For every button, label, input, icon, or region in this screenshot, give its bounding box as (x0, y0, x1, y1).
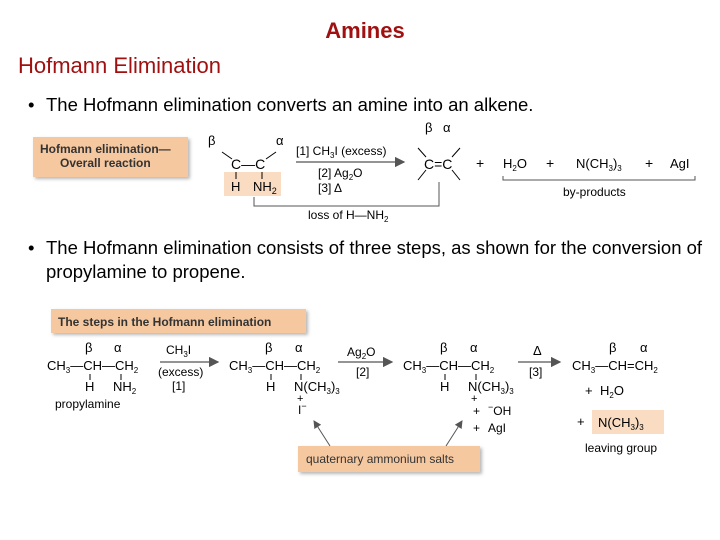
hydrogen: H (440, 379, 450, 394)
step1-reagent: $CH_3I$ (166, 343, 192, 359)
silver-iodide: AgI (488, 421, 507, 435)
overall-label-line2: Overall reaction (60, 156, 151, 170)
alpha-label: α (295, 340, 303, 355)
plus-sign: + (473, 404, 481, 418)
bond-line (452, 148, 460, 157)
beta-label: β (85, 340, 93, 355)
step3-number: [3] (529, 365, 543, 379)
positive-charge: + (471, 393, 478, 405)
plus-sign: + (546, 155, 555, 171)
silver-iodide-byproduct: AgI (670, 156, 690, 171)
hydroxide-salt-chain: $CH_3—CH—CH_2$ (403, 358, 495, 375)
steps-figure (47, 309, 664, 472)
bullet-dot: • (28, 94, 35, 115)
iodide-counterion: I− (298, 401, 307, 417)
overall-reaction-figure (33, 120, 695, 224)
product-alpha-label: α (443, 120, 451, 135)
beta-label: β (440, 340, 448, 355)
hydrogen: H (85, 379, 95, 394)
salts-pointer-left (314, 421, 330, 446)
reactant-amino: $NH_2$ (253, 179, 277, 196)
salts-pointer-right (446, 421, 462, 446)
bullet-text: The Hofmann elimination converts an amine into an alkene. (46, 94, 534, 115)
bullet-text: The Hofmann elimination consists of three steps, as shown for the conversion of propylamine to propene. (46, 237, 703, 282)
reactant-hydrogen: H (231, 179, 241, 194)
reagent-step1: [1] $CH_3I$ (excess) (296, 144, 387, 160)
alpha-label: α (276, 133, 284, 148)
loss-label: loss of $H—NH_2$ (308, 208, 389, 224)
byproducts-bracket (503, 176, 695, 180)
section-heading: Hofmann Elimination (18, 53, 221, 78)
propene-product: $CH_3—CH=CH_2$ (572, 358, 658, 375)
loss-bracket (254, 182, 439, 206)
propylamine-label: propylamine (55, 397, 121, 411)
step2-reagent: $Ag_2O$ (347, 345, 376, 361)
slide-title: Amines (325, 18, 405, 43)
water-byproduct: $H_2O$ (503, 156, 527, 173)
hydrogen: H (266, 379, 276, 394)
alpha-label: α (470, 340, 478, 355)
plus-sign: + (577, 414, 585, 429)
bond-line (452, 170, 460, 180)
alpha-label: α (114, 340, 122, 355)
step1-number: [1] (172, 379, 186, 393)
beta-label: β (609, 340, 617, 355)
plus-sign: + (473, 421, 481, 435)
propylamine-chain: $CH_3—CH—CH_2$ (47, 358, 139, 375)
water-product: $H_2O$ (600, 383, 624, 400)
amino-group: $NH_2$ (113, 379, 137, 396)
step2-number: [2] (356, 365, 370, 379)
hydroxide-ion: −OH (488, 402, 512, 418)
trimethylamine-byproduct: $N(CH_3)_3$ (576, 156, 622, 173)
steps-label: The steps in the Hofmann elimination (58, 315, 272, 329)
plus-sign: + (476, 155, 485, 171)
bullet-dot: • (28, 237, 35, 258)
plus-sign: + (585, 383, 593, 398)
reagent-step3: [3] Δ (318, 181, 343, 195)
plus-sign: + (645, 155, 654, 171)
leaving-group-label: leaving group (585, 441, 658, 455)
trimethylammonium-group: $N(CH_3)_3$ (294, 379, 340, 396)
leaving-group-amine: $N(CH_3)_3$ (598, 415, 644, 432)
bond-line (266, 152, 276, 159)
beta-label: β (208, 133, 216, 148)
overall-label-line1: Hofmann elimination— (40, 142, 171, 156)
reagent-step2: [2] $Ag_2O$ (318, 166, 363, 182)
beta-label: β (265, 340, 273, 355)
step3-reagent: Δ (533, 343, 542, 358)
quaternary-chain: $CH_3—CH—CH_2$ (229, 358, 321, 375)
quaternary-salts-label: quaternary ammonium salts (306, 452, 455, 466)
positive-charge: + (297, 393, 304, 405)
trimethylammonium-group: $N(CH_3)_3$ (468, 379, 514, 396)
alkene-product: C=C (424, 156, 453, 172)
step1-excess: (excess) (158, 365, 204, 379)
reactant-carbons: C—C (231, 156, 266, 172)
alpha-label: α (640, 340, 648, 355)
byproducts-label: by-products (563, 185, 626, 199)
product-beta-label: β (425, 120, 433, 135)
